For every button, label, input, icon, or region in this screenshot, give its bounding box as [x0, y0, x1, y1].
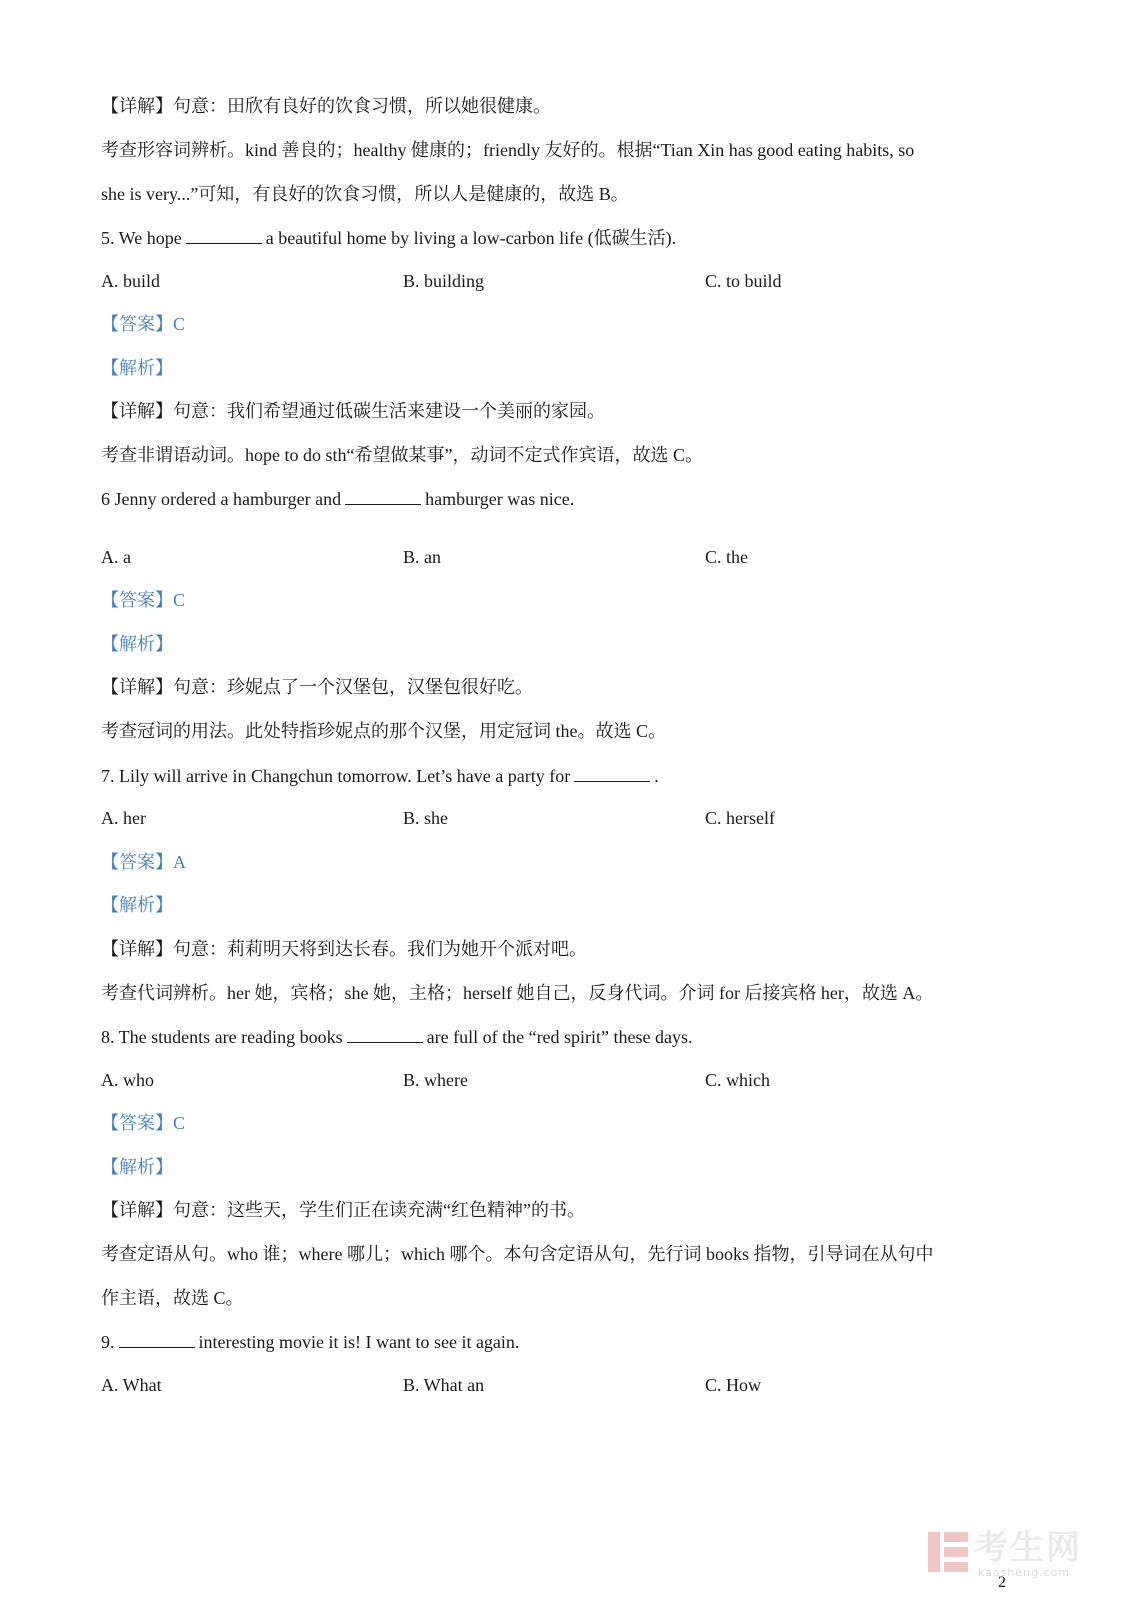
q8-option-b: B. where — [403, 1070, 468, 1090]
q4-detail: 【详解】句意：田欣有良好的饮食习惯，所以她很健康。 — [101, 96, 551, 116]
q5-stem-start: 5. We hope — [101, 228, 182, 248]
q9-option-b: B. What an — [403, 1375, 485, 1395]
q5-answer: 【答案】C — [101, 314, 186, 334]
q9-stem-start: 9. — [101, 1332, 115, 1352]
q8-answer: 【答案】C — [101, 1113, 186, 1133]
q5-option-a: A. build — [101, 271, 161, 291]
q8-stem-end: are full of the “red spirit” these days. — [426, 1027, 693, 1047]
q5-analysis-label: 【解析】 — [101, 358, 173, 378]
q5-stem — [101, 225, 676, 250]
q6-answer: 【答案】C — [101, 590, 186, 610]
q4-explanation-line2: she is very...”可知，有良好的饮食习惯，所以人是健康的，故选 B。 — [101, 184, 629, 204]
q6-option-c: C. the — [705, 547, 748, 567]
q8-stem — [101, 1024, 693, 1049]
q6-analysis-label: 【解析】 — [101, 634, 173, 654]
q4-explanation-line1: 考查形容词辨析。kind 善良的；healthy 健康的；friendly 友好的。根据“Tian Xin has good eating habits, so — [101, 140, 915, 160]
q7-option-c: C. herself — [705, 808, 775, 828]
q9-stem — [101, 1329, 519, 1354]
watermark — [928, 1530, 1088, 1578]
q7-analysis-label: 【解析】 — [101, 895, 173, 915]
q9-blank — [119, 1329, 195, 1348]
q8-option-a: A. who — [101, 1070, 154, 1090]
q9-stem-end: interesting movie it is! I want to see it again. — [198, 1332, 520, 1352]
q6-option-b: B. an — [403, 547, 441, 567]
watermark-text: 考生网 — [974, 1528, 1082, 1568]
q6-blank — [345, 486, 421, 505]
q7-stem-end: . — [654, 766, 659, 786]
q7-stem — [101, 763, 659, 788]
q5-stem-end: a beautiful home by living a low-carbon life (低碳生活). — [265, 228, 677, 248]
q8-blank — [347, 1024, 423, 1043]
q6-option-a: A. a — [101, 547, 131, 567]
q6-stem — [101, 486, 574, 511]
watermark-subtext: kaosheng.com — [978, 1566, 1071, 1579]
q6-explanation: 考查冠词的用法。此处特指珍妮点的那个汉堡，用定冠词 the。故选 C。 — [101, 721, 666, 741]
q8-explanation-line1: 考查定语从句。who 谁；where 哪儿；which 哪个。本句含定语从句，先行词 books 指物，引导词在从句中 — [101, 1244, 934, 1264]
q8-detail: 【详解】句意：这些天，学生们正在读充满“红色精神”的书。 — [101, 1200, 585, 1220]
q7-option-a: A. her — [101, 808, 146, 828]
q5-detail: 【详解】句意：我们希望通过低碳生活来建设一个美丽的家园。 — [101, 401, 605, 421]
q6-stem-end: hamburger was nice. — [425, 489, 575, 509]
watermark-logo-icon — [928, 1532, 968, 1572]
q7-detail: 【详解】句意：莉莉明天将到达长春。我们为她开个派对吧。 — [101, 939, 587, 959]
q9-option-a: A. What — [101, 1375, 162, 1395]
q8-option-c: C. which — [705, 1070, 770, 1090]
q7-explanation: 考查代词辨析。her 她，宾格；she 她，主格；herself 她自己，反身代词。介词 for 后接宾格 her，故选 A。 — [101, 983, 934, 1003]
q7-stem-start: 7. Lily will arrive in Changchun tomorrow. Let’s have a party for — [101, 766, 571, 786]
q5-blank — [186, 225, 262, 244]
q7-option-b: B. she — [403, 808, 448, 828]
q5-option-c: C. to build — [705, 271, 782, 291]
q8-explanation-line2: 作主语，故选 C。 — [101, 1288, 244, 1308]
q9-option-c: C. How — [705, 1375, 762, 1395]
q6-detail: 【详解】句意：珍妮点了一个汉堡包，汉堡包很好吃。 — [101, 677, 533, 697]
q7-answer: 【答案】A — [101, 852, 186, 872]
q5-option-b: B. building — [403, 271, 485, 291]
page-number: 2 — [998, 1574, 1006, 1591]
q6-stem-start: 6 Jenny ordered a hamburger and — [101, 489, 342, 509]
q5-explanation: 考查非谓语动词。hope to do sth“希望做某事”，动词不定式作宾语，故选 C。 — [101, 445, 703, 465]
q7-blank — [574, 763, 650, 782]
q8-stem-start: 8. The students are reading books — [101, 1027, 343, 1047]
q8-analysis-label: 【解析】 — [101, 1157, 173, 1177]
